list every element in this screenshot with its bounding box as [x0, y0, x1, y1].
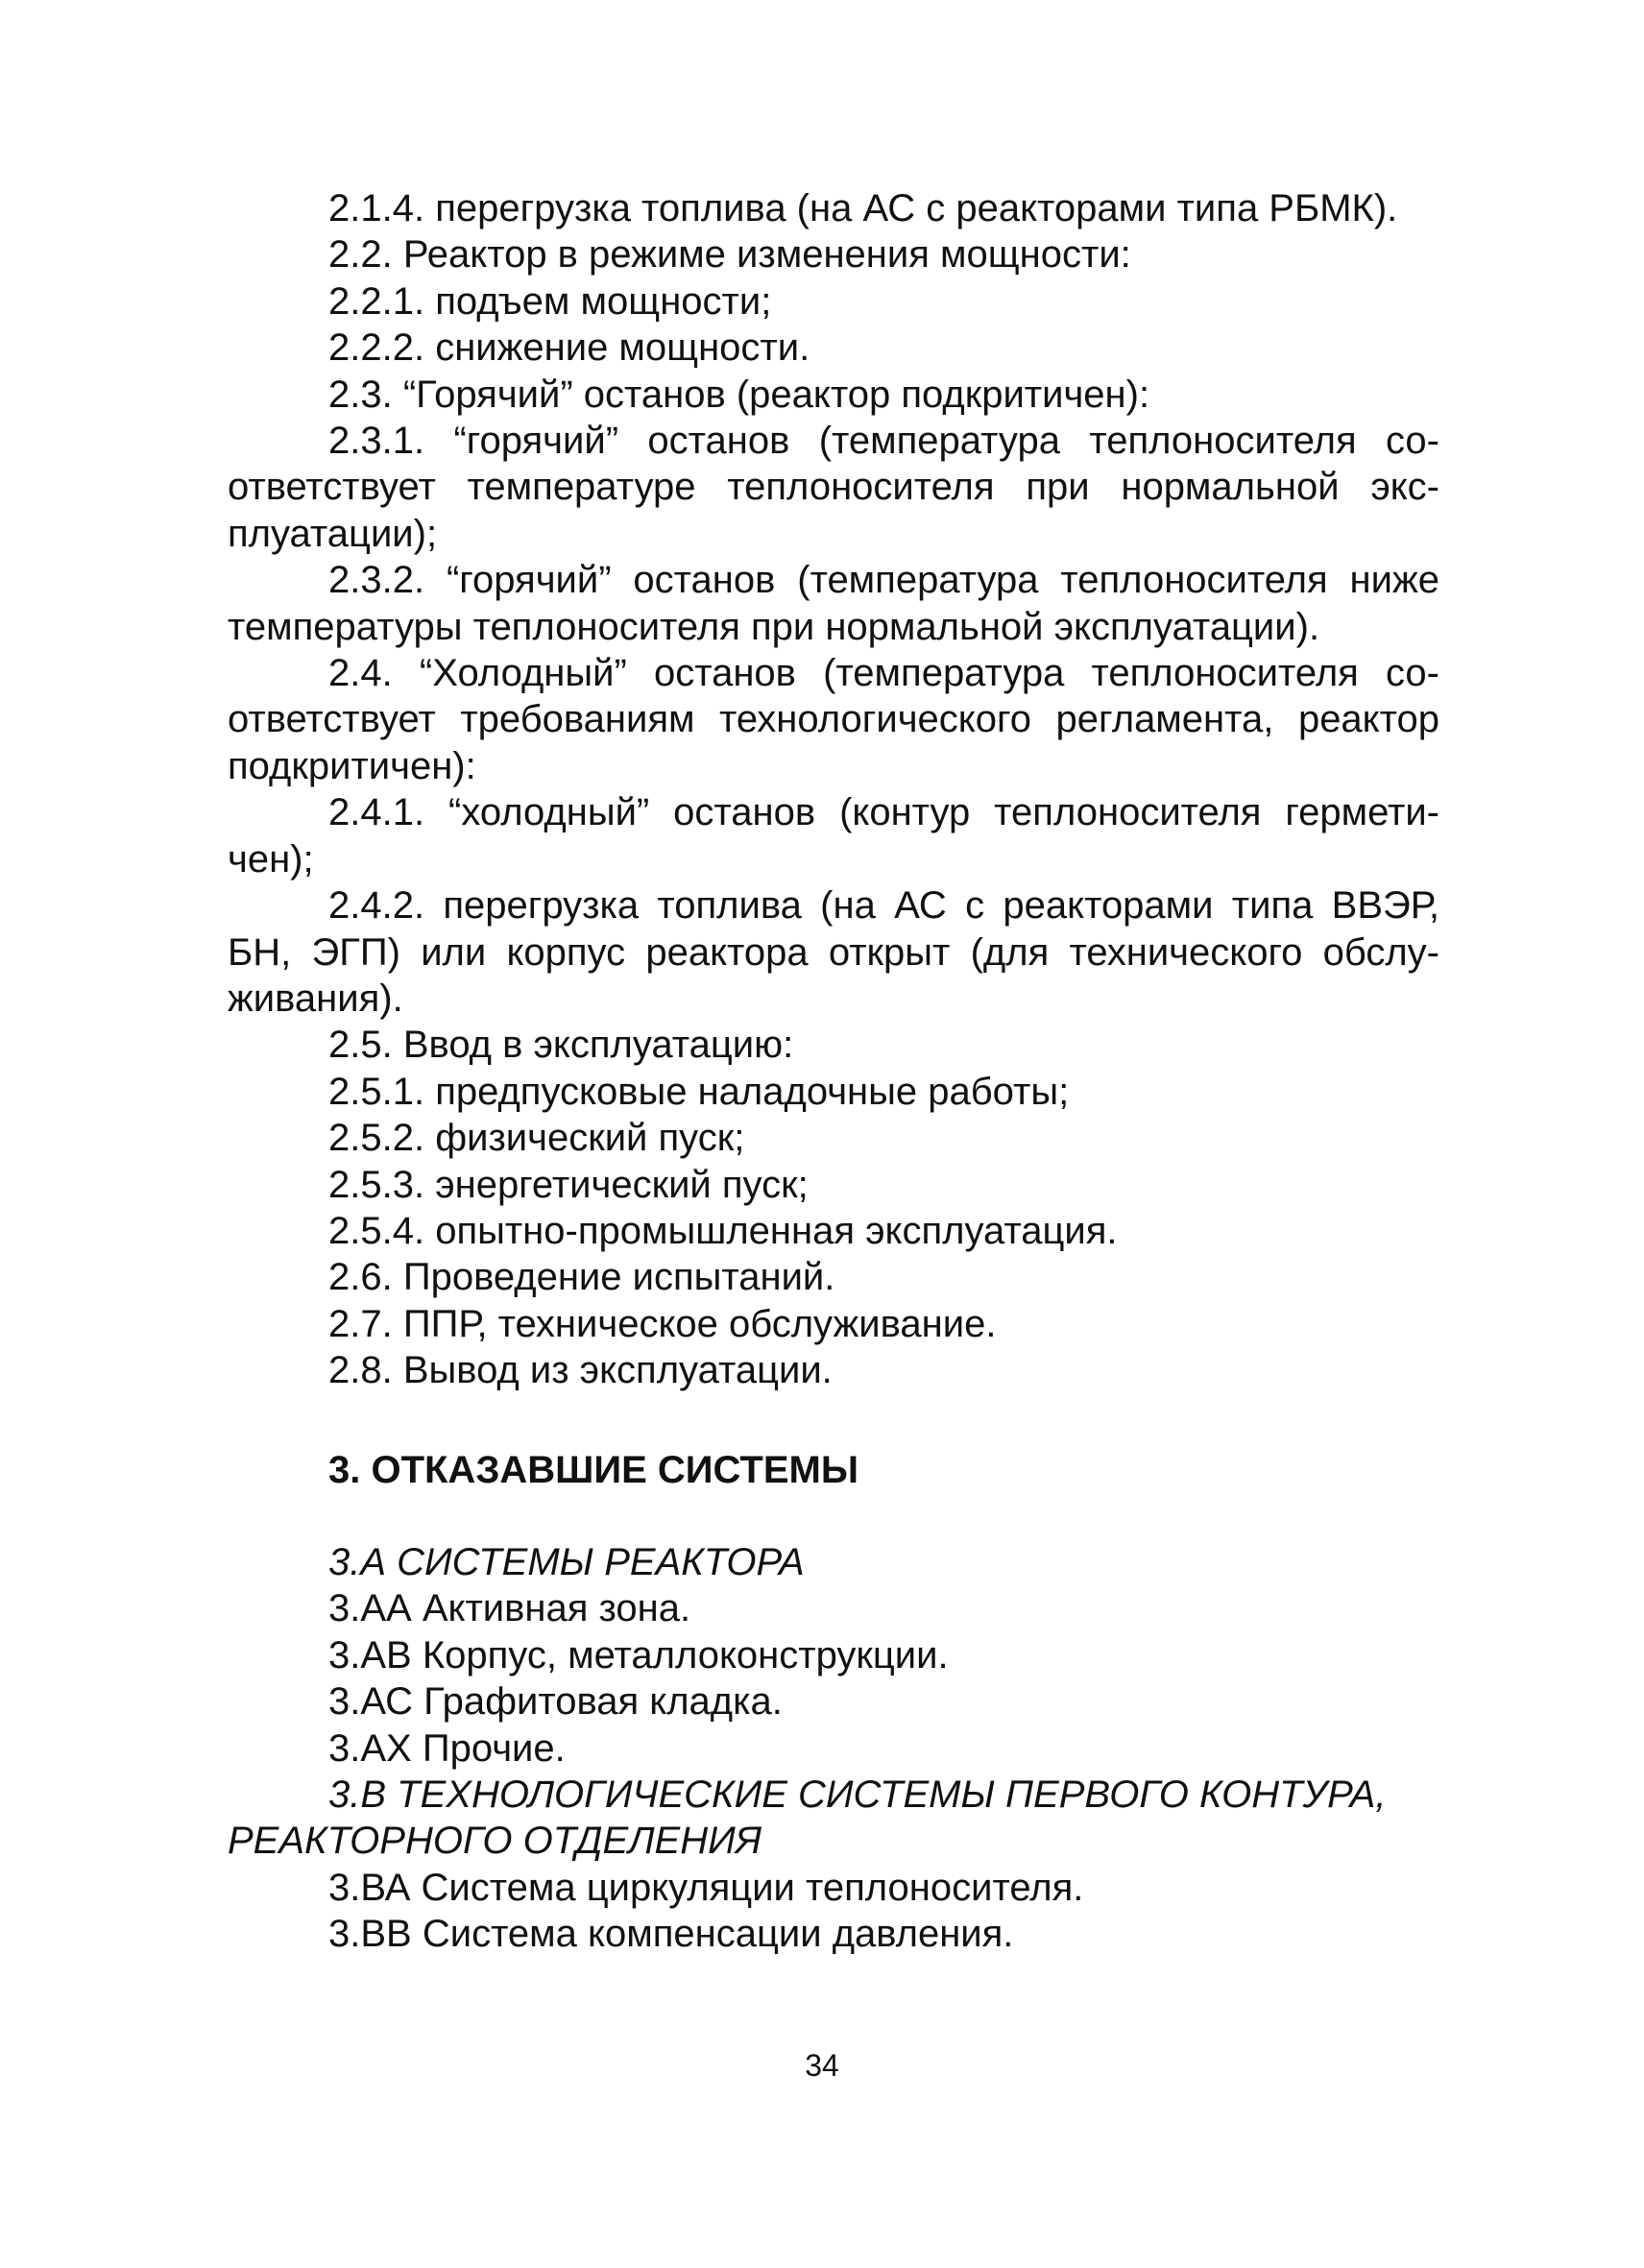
paragraph-2-4-2: 2.4.2. перегрузка топлива (на АС с реакторами типа ВВЭР, БН, ЭГП) или корпус реактора открыт (для технического обслу-живания).	[228, 884, 1439, 1020]
list-item: 3.АА Активная зона.	[328, 1587, 691, 1630]
paragraph-2-3-1: 2.3.1. “горячий” останов (температура теплоносителя со-ответствует температуре теплоносителя при нормальной экс-плуатации);	[228, 420, 1439, 555]
paragraph-2-1-4: 2.1.4. перегрузка топлива (на АС с реакторами типа РБМК).	[328, 187, 1398, 229]
section-heading: 3. ОТКАЗАВШИЕ СИСТЕМЫ	[328, 1448, 859, 1491]
paragraph-2-5: 2.5. Ввод в эксплуатацию:	[328, 1024, 794, 1067]
paragraph-2-4: 2.4. “Холодный” останов (температура теплоносителя со-ответствует требованиям технологического регламента, реактор подкритичен):	[228, 652, 1439, 787]
paragraph-2-4-1: 2.4.1. “холодный” останов (контур теплоносителя гермети-чен);	[228, 791, 1439, 881]
paragraph-2-2-2: 2.2.2. снижение мощности.	[328, 326, 810, 370]
paragraph-2-5-2: 2.5.2. физический пуск;	[328, 1117, 745, 1160]
paragraph-2-8: 2.8. Вывод из эксплуатации.	[328, 1349, 833, 1392]
paragraph-2-7: 2.7. ППР, техническое обслуживание.	[328, 1302, 997, 1345]
list-item: 3.АС Графитовая кладка.	[328, 1680, 783, 1724]
paragraph-2-5-1: 2.5.1. предпусковые наладочные работы;	[328, 1070, 1070, 1113]
paragraph-2-2-1: 2.2.1. подъем мощности;	[328, 279, 772, 323]
paragraph-2-5-3: 2.5.3. энергетический пуск;	[328, 1163, 809, 1206]
paragraph-2-6: 2.6. Проведение испытаний.	[328, 1256, 835, 1299]
list-item: 3.ВА Система циркуляции теплоносителя.	[328, 1866, 1084, 1909]
paragraph-2-2: 2.2. Реактор в режиме изменения мощности:	[328, 233, 1131, 277]
subheading-reactor-systems: 3.А СИСТЕМЫ РЕАКТОРА	[328, 1540, 805, 1583]
list-item: 3.АХ Прочие.	[328, 1726, 566, 1770]
paragraph-2-5-4: 2.5.4. опытно-промышленная эксплуатация.	[328, 1209, 1118, 1252]
list-item: 3.АВ Корпус, металлоконструкции.	[328, 1633, 949, 1677]
paragraph-2-3-2: 2.3.2. “горячий” останов (температура теплоносителя ниже температуры теплоносителя при нормальной эксплуатации).	[228, 559, 1439, 648]
paragraph-2-3: 2.3. “Горячий” останов (реактор подкритичен):	[328, 373, 1150, 416]
list-item: 3.ВВ Система компенсации давления.	[328, 1913, 1014, 1956]
page-body	[228, 185, 1439, 1958]
subheading-primary-circuit-systems: 3.В ТЕХНОЛОГИЧЕСКИЕ СИСТЕМЫ ПЕРВОГО КОНТУРА, РЕАКТОРНОГО ОТДЕЛЕНИЯ	[228, 1773, 1387, 1863]
page-number: 34	[805, 2048, 839, 2083]
